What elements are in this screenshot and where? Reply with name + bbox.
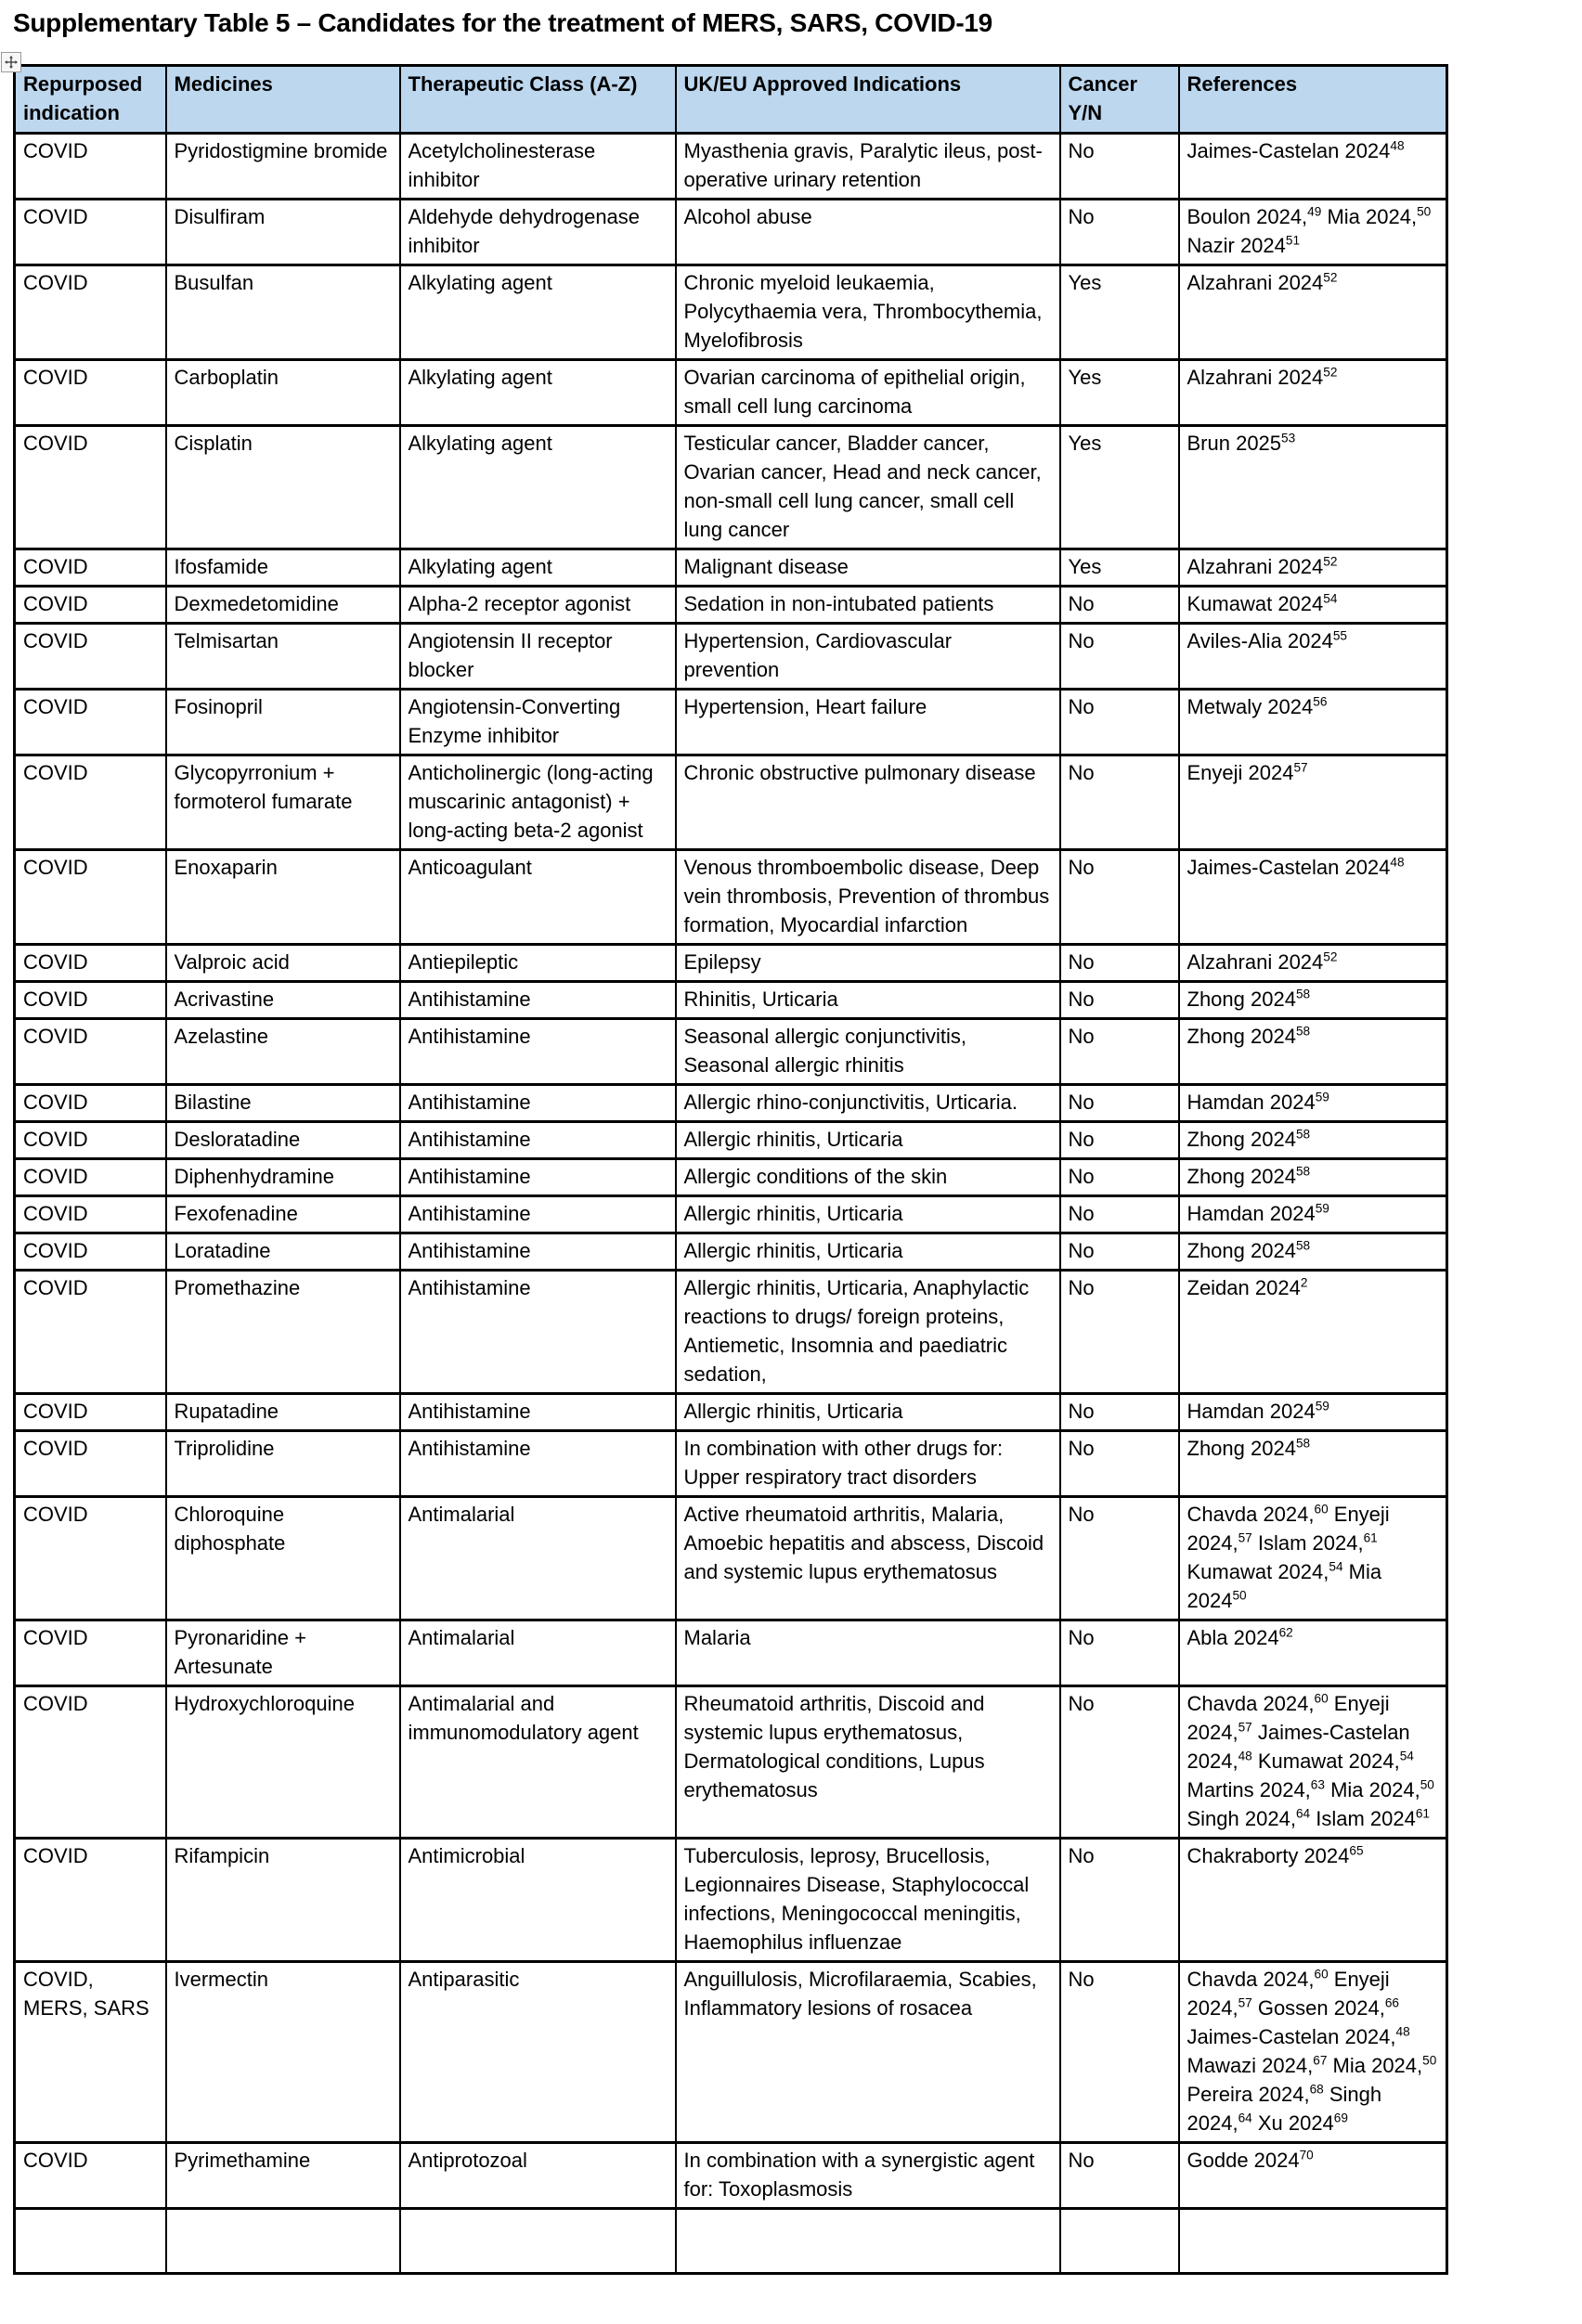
cell-repurposed-indication [15,2209,166,2274]
cell-cancer-yn: No [1060,850,1179,945]
cell-approved-indications: Malaria [676,1620,1060,1686]
cell-therapeutic-class: Antihistamine [400,982,676,1019]
cell-repurposed-indication: COVID [15,265,166,360]
cell-approved-indications: Allergic rhinitis, Urticaria [676,1196,1060,1233]
cell-therapeutic-class: Alkylating agent [400,549,676,587]
cell-cancer-yn: Yes [1060,426,1179,549]
cell-approved-indications: Hypertension, Heart failure [676,690,1060,755]
cell-approved-indications: Epilepsy [676,945,1060,982]
cell-approved-indications: Rhinitis, Urticaria [676,982,1060,1019]
col-header-therapeutic-class: Therapeutic Class (A-Z) [400,66,676,134]
cell-approved-indications: In combination with other drugs for: Upper respiratory tract disorders [676,1431,1060,1497]
cell-repurposed-indication: COVID [15,624,166,690]
cell-cancer-yn: No [1060,1620,1179,1686]
cell-repurposed-indication: COVID [15,1019,166,1085]
cell-therapeutic-class: Antiepileptic [400,945,676,982]
cell-references: Alzahrani 2024$^{52}$ [1179,265,1447,360]
cell-repurposed-indication: COVID [15,1686,166,1839]
cell-therapeutic-class: Antiparasitic [400,1962,676,2143]
cell-repurposed-indication: COVID [15,945,166,982]
cell-medicine: Glycopyrronium + formoterol fumarate [166,755,400,850]
cell-medicine: Ivermectin [166,1962,400,2143]
cell-medicine: Dexmedetomidine [166,587,400,624]
cell-medicine: Pyrimethamine [166,2143,400,2209]
table-row [15,2209,1447,2274]
table-row [15,587,1447,624]
cell-repurposed-indication: COVID [15,1159,166,1196]
cell-approved-indications: Malignant disease [676,549,1060,587]
cell-approved-indications: Ovarian carcinoma of epithelial origin, small cell lung carcinoma [676,360,1060,426]
cell-approved-indications: Hypertension, Cardiovascular prevention [676,624,1060,690]
cell-cancer-yn: No [1060,1497,1179,1620]
cell-references: Alzahrani 2024$^{52}$ [1179,945,1447,982]
cell-repurposed-indication: COVID [15,1497,166,1620]
cell-references: Abla 2024$^{62}$ [1179,1620,1447,1686]
cell-references: Boulon 2024,49 Mia 2024,50 Nazir 2024$^{51}$ [1179,200,1447,265]
cell-references: Alzahrani 2024$^{52}$ [1179,360,1447,426]
cell-medicine: Disulfiram [166,200,400,265]
cell-therapeutic-class: Aldehyde dehydrogenase inhibitor [400,200,676,265]
cell-medicine: Enoxaparin [166,850,400,945]
cell-approved-indications: Allergic rhinitis, Urticaria [676,1122,1060,1159]
cell-references: Metwaly 2024$^{56}$ [1179,690,1447,755]
cell-cancer-yn: No [1060,1431,1179,1497]
cell-repurposed-indication: COVID [15,200,166,265]
table-row [15,426,1447,549]
cell-references: Zhong 2024$^{58}$ [1179,1233,1447,1271]
cell-repurposed-indication: COVID [15,1431,166,1497]
cell-repurposed-indication: COVID [15,134,166,200]
cell-medicine: Bilastine [166,1085,400,1122]
cell-repurposed-indication: COVID [15,1196,166,1233]
cell-references [1179,2209,1447,2274]
table-row [15,690,1447,755]
cell-approved-indications: Testicular cancer, Bladder cancer, Ovarian cancer, Head and neck cancer, non-small cell lung cancer, small cell lung cancer [676,426,1060,549]
cell-medicine: Valproic acid [166,945,400,982]
cell-approved-indications: In combination with a synergistic agent for: Toxoplasmosis [676,2143,1060,2209]
cell-references: Zhong 2024$^{58}$ [1179,982,1447,1019]
cell-references: Chavda 2024,60 Enyeji 2024,57 Islam 2024,61 Kumawat 2024,54 Mia 2024$^{50}$ [1179,1497,1447,1620]
cell-approved-indications: Allergic conditions of the skin [676,1159,1060,1196]
col-header-cancer-yn: Cancer Y/N [1060,66,1179,134]
cell-cancer-yn: No [1060,1839,1179,1962]
cell-medicine: Rupatadine [166,1394,400,1431]
cell-medicine: Acrivastine [166,982,400,1019]
cell-repurposed-indication: COVID [15,1839,166,1962]
cell-cancer-yn: No [1060,1233,1179,1271]
cell-references: Chakraborty 2024$^{65}$ [1179,1839,1447,1962]
cell-therapeutic-class: Antihistamine [400,1394,676,1431]
cell-cancer-yn: No [1060,755,1179,850]
cell-references: Zhong 2024$^{58}$ [1179,1019,1447,1085]
cell-medicine: Fosinopril [166,690,400,755]
cell-medicine: Promethazine [166,1271,400,1394]
cell-therapeutic-class: Alkylating agent [400,360,676,426]
table-row [15,265,1447,360]
cell-references: Hamdan 2024$^{59}$ [1179,1196,1447,1233]
cell-approved-indications: Seasonal allergic conjunctivitis, Seasonal allergic rhinitis [676,1019,1060,1085]
cell-medicine: Ifosfamide [166,549,400,587]
cell-cancer-yn: No [1060,1271,1179,1394]
table-body [15,134,1447,2274]
cell-cancer-yn: No [1060,587,1179,624]
cell-therapeutic-class: Antihistamine [400,1019,676,1085]
cell-repurposed-indication: COVID [15,1233,166,1271]
cell-references: Hamdan 2024$^{59}$ [1179,1085,1447,1122]
table-row [15,1686,1447,1839]
cell-approved-indications: Myasthenia gravis, Paralytic ileus, post-operative urinary retention [676,134,1060,200]
table-row [15,200,1447,265]
cell-cancer-yn: No [1060,200,1179,265]
cell-cancer-yn: No [1060,1394,1179,1431]
table-row [15,134,1447,200]
cell-approved-indications: Anguillulosis, Microfilaraemia, Scabies, Inflammatory lesions of rosacea [676,1962,1060,2143]
table-row [15,1159,1447,1196]
cell-therapeutic-class: Angiotensin II receptor blocker [400,624,676,690]
cell-cancer-yn: No [1060,1019,1179,1085]
table-row [15,755,1447,850]
cell-approved-indications: Chronic myeloid leukaemia, Polycythaemia vera, Thrombocythemia, Myelofibrosis [676,265,1060,360]
cell-repurposed-indication: COVID [15,426,166,549]
cell-cancer-yn: No [1060,624,1179,690]
cell-therapeutic-class: Antimicrobial [400,1839,676,1962]
cell-therapeutic-class: Angiotensin-Converting Enzyme inhibitor [400,690,676,755]
table-row [15,549,1447,587]
cell-repurposed-indication: COVID [15,587,166,624]
table-row [15,2143,1447,2209]
table-row [15,360,1447,426]
col-header-medicines: Medicines [166,66,400,134]
cell-cancer-yn: No [1060,134,1179,200]
cell-cancer-yn: No [1060,690,1179,755]
cell-therapeutic-class: Antiprotozoal [400,2143,676,2209]
cell-cancer-yn: No [1060,1962,1179,2143]
cell-medicine: Carboplatin [166,360,400,426]
cell-references: Zhong 2024$^{58}$ [1179,1431,1447,1497]
cell-therapeutic-class: Acetylcholinesterase inhibitor [400,134,676,200]
cell-therapeutic-class: Antihistamine [400,1159,676,1196]
cell-repurposed-indication: COVID [15,1620,166,1686]
cell-references: Godde 2024$^{70}$ [1179,2143,1447,2209]
cell-cancer-yn: Yes [1060,265,1179,360]
col-header-approved-indications: UK/EU Approved Indications [676,66,1060,134]
cell-references: Zhong 2024$^{58}$ [1179,1122,1447,1159]
cell-therapeutic-class: Anticholinergic (long-acting muscarinic antagonist) + long-acting beta-2 agonist [400,755,676,850]
table-row [15,624,1447,690]
cell-therapeutic-class: Anticoagulant [400,850,676,945]
table-row [15,1394,1447,1431]
cell-references: Jaimes-Castelan 2024$^{48}$ [1179,850,1447,945]
header-row [15,66,1447,134]
cell-medicine: Rifampicin [166,1839,400,1962]
cell-medicine: Desloratadine [166,1122,400,1159]
cell-cancer-yn: No [1060,1122,1179,1159]
cell-medicine: Hydroxychloroquine [166,1686,400,1839]
cell-references: Brun 2025$^{53}$ [1179,426,1447,549]
cell-therapeutic-class: Alkylating agent [400,265,676,360]
cell-therapeutic-class: Antihistamine [400,1271,676,1394]
cell-approved-indications: Active rheumatoid arthritis, Malaria, Amoebic hepatitis and abscess, Discoid and systemic lupus erythematosus [676,1497,1060,1620]
cell-repurposed-indication: COVID [15,1085,166,1122]
cell-medicine: Diphenhydramine [166,1159,400,1196]
cell-medicine: Triprolidine [166,1431,400,1497]
table-row [15,1620,1447,1686]
cell-references: Chavda 2024,60 Enyeji 2024,57 Gossen 2024,66 Jaimes-Castelan 2024,48 Mawazi 2024,67 Mia 2024,50 Pereira 2024,68 Singh 2024,64 Xu 2024$^{69}$ [1179,1962,1447,2143]
cell-repurposed-indication: COVID [15,755,166,850]
cell-approved-indications: Allergic rhinitis, Urticaria [676,1233,1060,1271]
cell-references: Alzahrani 2024$^{52}$ [1179,549,1447,587]
cell-therapeutic-class: Antihistamine [400,1085,676,1122]
cell-therapeutic-class: Antihistamine [400,1431,676,1497]
cell-medicine: Pyridostigmine bromide [166,134,400,200]
table-row [15,1962,1447,2143]
cell-cancer-yn [1060,2209,1179,2274]
cell-cancer-yn: No [1060,982,1179,1019]
cell-repurposed-indication: COVID [15,1271,166,1394]
cell-medicine [166,2209,400,2274]
cell-repurposed-indication: COVID, MERS, SARS [15,1962,166,2143]
cell-repurposed-indication: COVID [15,982,166,1019]
cell-references: Jaimes-Castelan 2024$^{48}$ [1179,134,1447,200]
table-row [15,1233,1447,1271]
table-row [15,982,1447,1019]
cell-therapeutic-class: Antimalarial and immunomodulatory agent [400,1686,676,1839]
candidates-table [13,64,1448,2275]
cell-medicine: Chloroquine diphosphate [166,1497,400,1620]
table-row [15,1085,1447,1122]
table-move-handle[interactable] [1,52,21,72]
cell-medicine: Azelastine [166,1019,400,1085]
cell-repurposed-indication: COVID [15,1394,166,1431]
table-row [15,1196,1447,1233]
cell-therapeutic-class: Alkylating agent [400,426,676,549]
col-header-repurposed-indication: Repurposed indication [15,66,166,134]
table-row [15,850,1447,945]
table-row [15,1431,1447,1497]
cell-references: Chavda 2024,60 Enyeji 2024,57 Jaimes-Castelan 2024,48 Kumawat 2024,54 Martins 2024,63 Mia 2024,50 Singh 2024,64 Islam 2024$^{61}$ [1179,1686,1447,1839]
cell-therapeutic-class [400,2209,676,2274]
cell-cancer-yn: Yes [1060,549,1179,587]
cell-cancer-yn: No [1060,1196,1179,1233]
cell-medicine: Loratadine [166,1233,400,1271]
page-title: Supplementary Table 5 – Candidates for the treatment of MERS, SARS, COVID-19 [13,8,992,37]
cell-cancer-yn: Yes [1060,360,1179,426]
cell-approved-indications: Alcohol abuse [676,200,1060,265]
table-row [15,945,1447,982]
cell-medicine: Pyronaridine + Artesunate [166,1620,400,1686]
cell-references: Hamdan 2024$^{59}$ [1179,1394,1447,1431]
cell-approved-indications: Allergic rhinitis, Urticaria [676,1394,1060,1431]
cell-therapeutic-class: Antihistamine [400,1196,676,1233]
cell-repurposed-indication: COVID [15,360,166,426]
cell-approved-indications: Allergic rhino-conjunctivitis, Urticaria. [676,1085,1060,1122]
cell-approved-indications: Rheumatoid arthritis, Discoid and systemic lupus erythematosus, Dermatological conditions, Lupus erythematosus [676,1686,1060,1839]
cell-medicine: Busulfan [166,265,400,360]
cell-cancer-yn: No [1060,1085,1179,1122]
col-header-references: References [1179,66,1447,134]
cell-therapeutic-class: Antihistamine [400,1233,676,1271]
cell-therapeutic-class: Antimalarial [400,1497,676,1620]
table-row [15,1019,1447,1085]
cell-cancer-yn: No [1060,945,1179,982]
cell-cancer-yn: No [1060,1159,1179,1196]
document-page [0,7,1582,2275]
cell-repurposed-indication: COVID [15,549,166,587]
cell-therapeutic-class: Antihistamine [400,1122,676,1159]
cell-medicine: Fexofenadine [166,1196,400,1233]
table-row [15,1122,1447,1159]
cell-repurposed-indication: COVID [15,1122,166,1159]
cell-approved-indications: Tuberculosis, leprosy, Brucellosis, Legionnaires Disease, Staphylococcal infections, Meningococcal meningitis, Haemophilus influenzae [676,1839,1060,1962]
cell-approved-indications: Allergic rhinitis, Urticaria, Anaphylactic reactions to drugs/ foreign proteins, Antiemetic, Insomnia and paediatric sedation, [676,1271,1060,1394]
cell-references: Zeidan 2024$^2$ [1179,1271,1447,1394]
cell-approved-indications: Venous thromboembolic disease, Deep vein thrombosis, Prevention of thrombus formation, Myocardial infarction [676,850,1060,945]
cell-therapeutic-class: Antimalarial [400,1620,676,1686]
cell-cancer-yn: No [1060,1686,1179,1839]
table-row [15,1839,1447,1962]
cell-references: Kumawat 2024$^{54}$ [1179,587,1447,624]
cell-approved-indications [676,2209,1060,2274]
move-arrows-icon [5,56,18,69]
cell-medicine: Cisplatin [166,426,400,549]
cell-repurposed-indication: COVID [15,2143,166,2209]
cell-references: Zhong 2024$^{58}$ [1179,1159,1447,1196]
table-row [15,1497,1447,1620]
table-row [15,1271,1447,1394]
cell-medicine: Telmisartan [166,624,400,690]
cell-references: Aviles-Alia 2024$^{55}$ [1179,624,1447,690]
cell-repurposed-indication: COVID [15,850,166,945]
cell-approved-indications: Sedation in non-intubated patients [676,587,1060,624]
cell-approved-indications: Chronic obstructive pulmonary disease [676,755,1060,850]
cell-cancer-yn: No [1060,2143,1179,2209]
cell-references: Enyeji 2024$^{57}$ [1179,755,1447,850]
cell-therapeutic-class: Alpha-2 receptor agonist [400,587,676,624]
cell-repurposed-indication: COVID [15,690,166,755]
